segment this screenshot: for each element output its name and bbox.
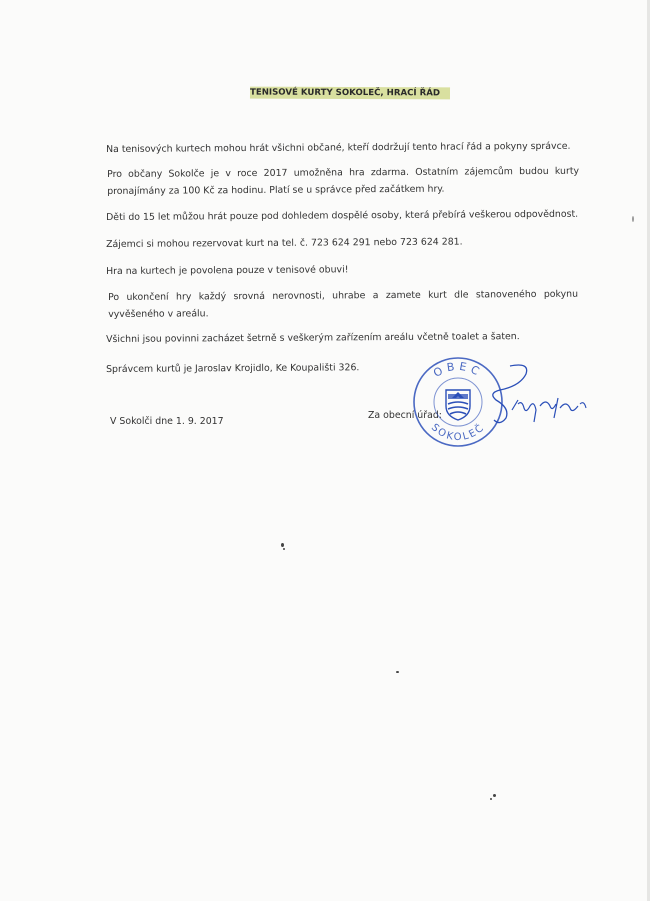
document-title: TENISOVÉ KURTY SOKOLEČ, HRACÍ ŘÁD (250, 87, 450, 100)
scan-speck (632, 216, 634, 222)
stamp-bottom-text: SOKOLEČ (428, 421, 488, 444)
scan-speck (396, 671, 399, 673)
paragraph-court-maintenance: Po ukončení hry každý srovná nerovnosti, uhrabe a zamete kurt dle stanoveného pokynu vyvěšeného v areálu. (108, 288, 579, 320)
stamp-top-text: OBEC (431, 359, 485, 380)
office-line: Za obecní úřad: (368, 410, 442, 421)
scan-speck (281, 543, 284, 547)
paragraph-administrator: Správcem kurtů je Jaroslav Krojidlo, Ke Koupališti 326. (106, 362, 360, 375)
paragraph-care: Všichni jsou povinni zacházet šetrně s veškerým zařízením areálu včetně toalet a šaten. (106, 331, 520, 345)
scan-speck (493, 794, 496, 797)
date-line: V Sokolči dne 1. 9. 2017 (110, 416, 224, 427)
scan-speck (283, 548, 285, 550)
paragraph-reservation: Zájemci si mohou rezervovat kurt na tel. č. 723 624 291 nebo 723 624 281. (106, 236, 463, 250)
signature-icon (470, 360, 590, 435)
paragraph-fees: Pro občany Sokolče je v roce 2017 umožněna hra zdarma. Ostatním zájemcům budou kurty pronajímány za 100 Kč za hodinu. Platí se u správce před začátkem hry. (107, 165, 580, 197)
paragraph-footwear: Hra na kurtech je povolena pouze v tenisové obuvi! (106, 264, 349, 277)
scan-speck (490, 798, 492, 800)
paragraph-children: Děti do 15 let můžou hrát pouze pod dohledem dospělé osoby, která přebírá veškerou odpovědnost. (106, 208, 579, 223)
paragraph-rules-intro: Na tenisových kurtech mohou hrát všichni občané, kteří dodržují tento hrací řád a pokyny správce. (106, 140, 571, 155)
